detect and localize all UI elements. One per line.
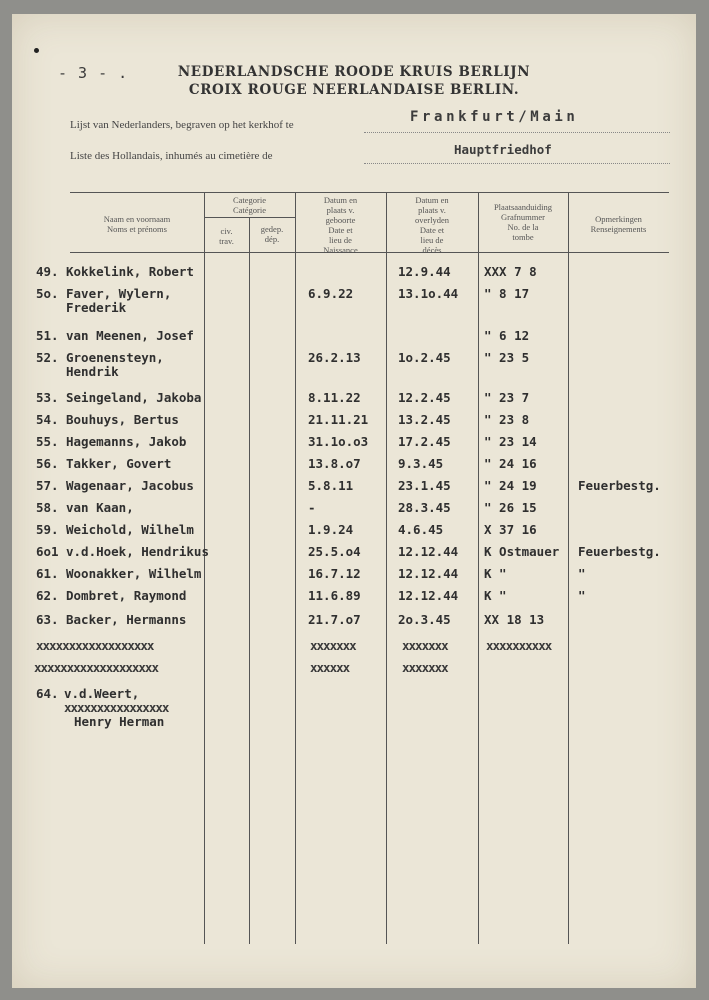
row-grave-number: XX 18 13 xyxy=(484,612,545,627)
row-grave-number: " 24 16 xyxy=(484,456,537,471)
row-name: Seingeland, Jakoba xyxy=(66,390,202,405)
row-death-date: 28.3.45 xyxy=(398,500,451,515)
table-top-rule xyxy=(70,192,669,193)
struck-grave-1: xxxxxxxxxx xyxy=(486,638,552,653)
header-death: Datum en plaats v. overlyden Date et lieu de décès xyxy=(415,195,449,255)
label-list-french: Liste des Hollandais, inhumés au cimetière de xyxy=(70,150,273,162)
row-name: Takker, Govert xyxy=(66,456,172,471)
row-birth-date: 8.11.22 xyxy=(308,390,361,405)
row-number: 62. xyxy=(36,588,59,603)
row-death-date: 17.2.45 xyxy=(398,434,451,449)
row-grave-number: " 23 7 xyxy=(484,390,530,405)
struck-birth-2: xxxxxx xyxy=(310,660,350,675)
row-grave-number: XXX 7 8 xyxy=(484,264,537,279)
row-death-date: 2o.3.45 xyxy=(398,612,451,627)
row-number: 58. xyxy=(36,500,59,515)
row-birth-date: 1.9.24 xyxy=(308,522,354,537)
row-death-date: 12.9.44 xyxy=(398,264,451,279)
row-number: 49. xyxy=(36,264,59,279)
header-remarks: Opmerkingen Renseignements xyxy=(590,214,647,234)
row-number: 55. xyxy=(36,434,59,449)
row-death-date: 23.1.45 xyxy=(398,478,451,493)
struck-death-1: xxxxxxx xyxy=(402,638,448,653)
col-rule-3 xyxy=(295,192,296,944)
header-name: Naam en voornaam Noms et prénoms xyxy=(103,214,171,234)
row-birth-date: 21.7.o7 xyxy=(308,612,361,627)
row-remark: " xyxy=(578,566,586,581)
row-death-date: 13.1o.44 xyxy=(398,286,459,301)
city-value: Frankfurt/Main xyxy=(410,109,579,125)
struck-name-2: xxxxxxxxxxxxxxxxxxx xyxy=(34,660,158,675)
row-grave-number: " 24 19 xyxy=(484,478,537,493)
row-name-line2: Hendrik xyxy=(66,364,119,379)
cemetery-value: Hauptfriedhof xyxy=(454,142,552,157)
row-name: Groenensteyn, xyxy=(66,350,164,365)
row-remark: Feuerbestg. xyxy=(578,544,661,559)
row64-name-line3: Henry Herman xyxy=(74,714,165,729)
row-remark: " xyxy=(578,588,586,603)
row-number: 54. xyxy=(36,412,59,427)
row-name: Hagemanns, Jakob xyxy=(66,434,187,449)
row-death-date: 9.3.45 xyxy=(398,456,444,471)
row-grave-number: " 26 15 xyxy=(484,500,537,515)
row64-name-line1: v.d.Weert, xyxy=(64,686,140,701)
row-death-date: 12.12.44 xyxy=(398,544,459,559)
row-death-date: 13.2.45 xyxy=(398,412,451,427)
header-civ: civ. trav. xyxy=(219,226,234,246)
cemetery-dotted-line xyxy=(364,163,670,164)
city-dotted-line xyxy=(364,132,670,133)
label-list-dutch: Lijst van Nederlanders, begraven op het kerkhof te xyxy=(70,119,294,131)
document-sheet xyxy=(12,14,696,988)
row-name: Dombret, Raymond xyxy=(66,588,187,603)
col-rule-5 xyxy=(478,192,479,944)
row-name: van Kaan, xyxy=(66,500,134,515)
row-grave-number: K Ostmauer xyxy=(484,544,560,559)
col-rule-2 xyxy=(249,217,250,944)
row-birth-date: 16.7.12 xyxy=(308,566,361,581)
row-grave-number: X 37 16 xyxy=(484,522,537,537)
col-rule-1 xyxy=(204,192,205,944)
row-birth-date: 6.9.22 xyxy=(308,286,354,301)
row-number: 51. xyxy=(36,328,59,343)
row-number: 61. xyxy=(36,566,59,581)
row-number: 57. xyxy=(36,478,59,493)
row-birth-date: - xyxy=(308,500,316,515)
row-birth-date: 25.5.o4 xyxy=(308,544,361,559)
row-death-date: 12.12.44 xyxy=(398,566,459,581)
title-line-1: NEDERLANDSCHE ROODE KRUIS BERLIJN xyxy=(177,64,531,80)
row-birth-date: 31.1o.o3 xyxy=(308,434,369,449)
row-name: Wagenaar, Jacobus xyxy=(66,478,194,493)
row-remark: Feuerbestg. xyxy=(578,478,661,493)
header-grave: Plaatsaanduiding Grafnummer No. de la tombe xyxy=(493,202,553,242)
row-number: 59. xyxy=(36,522,59,537)
row-death-date: 12.12.44 xyxy=(398,588,459,603)
row-birth-date: 21.11.21 xyxy=(308,412,369,427)
category-sub-rule xyxy=(204,217,296,218)
row-number: 5o. xyxy=(36,286,59,301)
struck-death-2: xxxxxxx xyxy=(402,660,448,675)
row-birth-date: 26.2.13 xyxy=(308,350,361,365)
row-number: 56. xyxy=(36,456,59,471)
row-birth-date: 5.8.11 xyxy=(308,478,354,493)
page-number: - 3 - . xyxy=(58,64,129,82)
row-name: Bouhuys, Bertus xyxy=(66,412,179,427)
col-rule-4 xyxy=(386,192,387,944)
row-name: Woonakker, Wilhelm xyxy=(66,566,202,581)
struck-birth-1: xxxxxxx xyxy=(310,638,356,653)
col-rule-6 xyxy=(568,192,569,944)
row-grave-number: " 23 5 xyxy=(484,350,530,365)
row-birth-date: 11.6.89 xyxy=(308,588,361,603)
header-birth: Datum en plaats v. geboorte Date et lieu de Naissance xyxy=(323,195,358,255)
ink-mark xyxy=(34,48,39,53)
row-birth-date: 13.8.o7 xyxy=(308,456,361,471)
row-name: Backer, Hermanns xyxy=(66,612,187,627)
row-number: 53. xyxy=(36,390,59,405)
struck-name-1: xxxxxxxxxxxxxxxxxx xyxy=(36,638,154,653)
row-name: Weichold, Wilhelm xyxy=(66,522,194,537)
row64-name-line2: xxxxxxxxxxxxxxxx xyxy=(64,700,169,715)
row-number: 6o1 xyxy=(36,544,59,559)
row-death-date: 4.6.45 xyxy=(398,522,444,537)
row-death-date: 1o.2.45 xyxy=(398,350,451,365)
row-name-line2: Frederik xyxy=(66,300,127,315)
row-name: Faver, Wylern, xyxy=(66,286,172,301)
row-name: v.d.Hoek, Hendrikus xyxy=(66,544,209,559)
row-grave-number: " 6 12 xyxy=(484,328,530,343)
title-line-2: CROIX ROUGE NEERLANDAISE BERLIN. xyxy=(188,82,520,98)
row64-number: 64. xyxy=(36,686,59,701)
row-name: Kokkelink, Robert xyxy=(66,264,194,279)
row-grave-number: K " xyxy=(484,588,507,603)
row-number: 63. xyxy=(36,612,59,627)
row-grave-number: " 23 14 xyxy=(484,434,537,449)
row-grave-number: K " xyxy=(484,566,507,581)
header-gedep: gedep. dép. xyxy=(260,224,284,244)
header-category: Categorie Catégorie xyxy=(232,195,267,215)
row-number: 52. xyxy=(36,350,59,365)
row-grave-number: " 8 17 xyxy=(484,286,530,301)
row-death-date: 12.2.45 xyxy=(398,390,451,405)
row-grave-number: " 23 8 xyxy=(484,412,530,427)
row-name: van Meenen, Josef xyxy=(66,328,194,343)
